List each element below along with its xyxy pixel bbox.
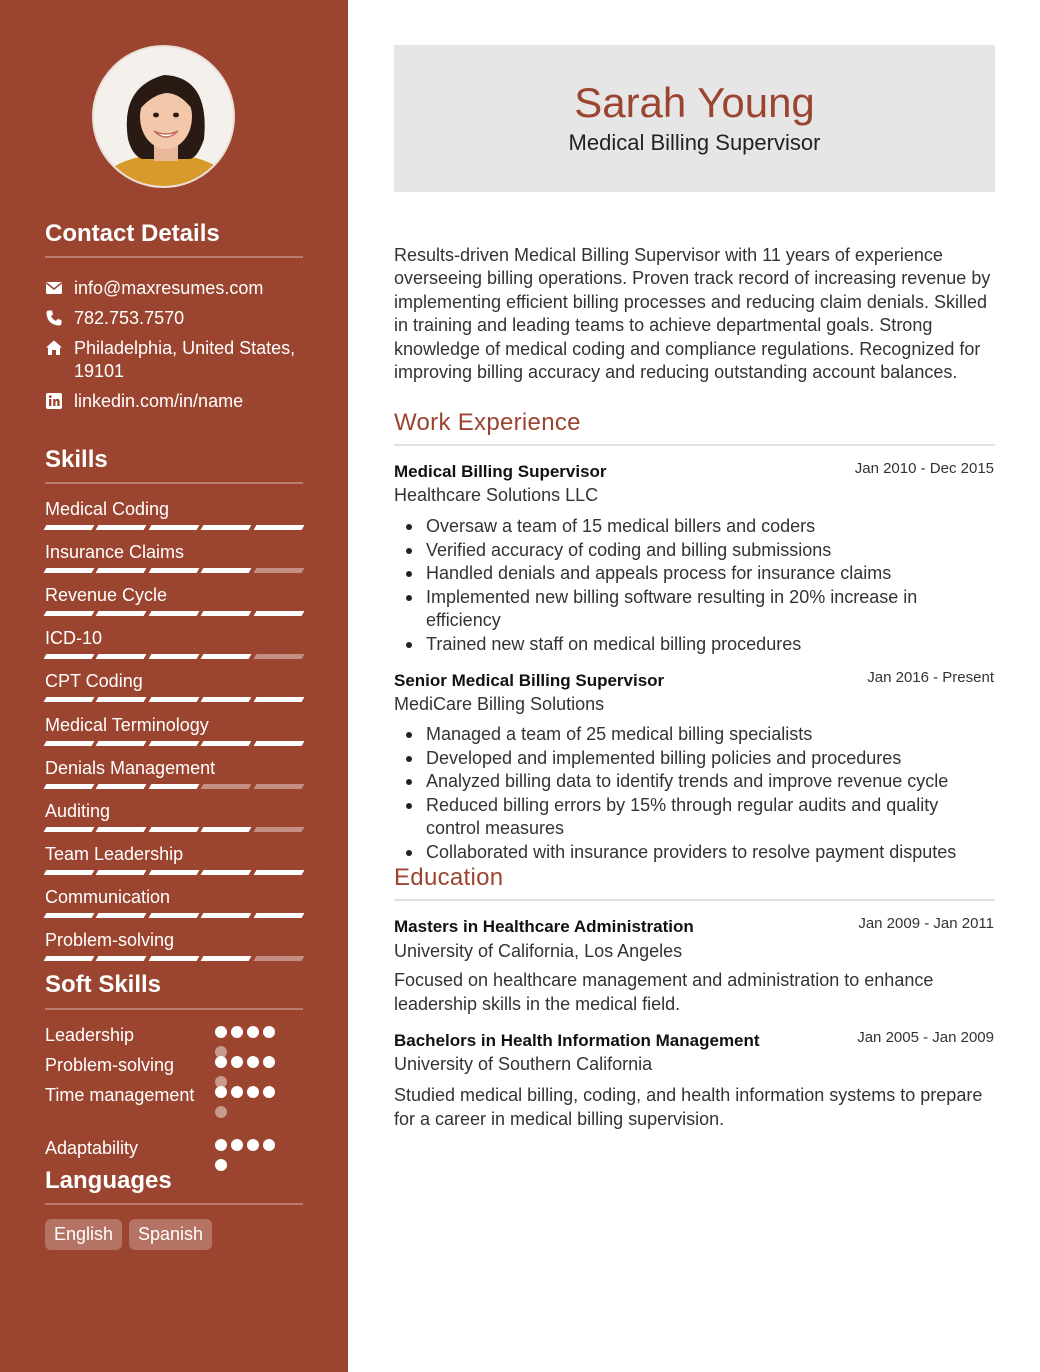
skill-level-segment <box>253 827 304 832</box>
rating-dot <box>231 1026 243 1038</box>
soft-skill-item <box>45 1137 303 1160</box>
soft-skill-name: Time management <box>45 1085 195 1105</box>
job-dates: Jan 2010 - Dec 2015 <box>854 460 994 477</box>
rating-dot <box>215 1086 227 1098</box>
soft-skills-divider <box>45 1008 303 1010</box>
contact-address-text: Philadelphia, United States, 19101 <box>74 338 296 381</box>
skill-level-segment <box>253 870 304 875</box>
degree-description: Focused on healthcare management and administration to enhance leadership skills in the medical field. <box>394 970 934 1014</box>
profile-photo <box>94 47 235 188</box>
skill-level-segment <box>201 913 252 918</box>
rating-dot <box>215 1026 227 1038</box>
skill-level-segment <box>96 697 147 702</box>
degree-dates: Jan 2009 - Jan 2011 <box>858 915 994 932</box>
skill-item <box>45 584 303 627</box>
rating-dot <box>247 1086 259 1098</box>
skills-divider <box>45 482 303 484</box>
sidebar <box>0 0 348 1372</box>
job-dates: Jan 2016 - Present <box>867 669 994 686</box>
skill-level-segment <box>44 654 95 659</box>
skill-level-segment <box>148 654 199 659</box>
envelope-icon <box>45 279 63 297</box>
avatar <box>92 45 235 188</box>
skill-level-segment <box>253 741 304 746</box>
skill-level-bar <box>45 913 303 918</box>
skill-level-segment <box>148 913 199 918</box>
skill-level-segment <box>201 568 252 573</box>
skill-level-bar <box>45 568 303 573</box>
skill-level-bar <box>45 654 303 659</box>
degree-title: Bachelors in Health Information Management <box>394 1031 760 1050</box>
skill-level-segment <box>44 870 95 875</box>
skill-level-segment <box>96 741 147 746</box>
skill-level-segment <box>96 568 147 573</box>
work-experience-heading: Work Experience <box>394 409 581 436</box>
skill-level-segment <box>201 956 252 961</box>
soft-skills-heading: Soft Skills <box>45 971 162 998</box>
skill-name: Medical Coding <box>45 499 170 519</box>
contact-linkedin[interactable] <box>45 390 305 413</box>
degree-title: Masters in Healthcare Administration <box>394 917 694 936</box>
skill-level-segment <box>44 697 95 702</box>
skill-name: Revenue Cycle <box>45 585 168 606</box>
skill-level-segment <box>253 568 304 573</box>
soft-skill-rating <box>215 1086 291 1126</box>
phone-icon <box>45 309 63 327</box>
degree-description: Studied medical billing, coding, and health information systems to prepare for a career in medical billing supervision. <box>394 1085 983 1129</box>
skill-level-segment <box>201 697 252 702</box>
job-bullet: Handled denials and appeals process for insurance claims <box>406 562 966 586</box>
job-bullet: Verified accuracy of coding and billing submissions <box>406 539 966 563</box>
skill-level-segment <box>201 827 252 832</box>
candidate-name: Sarah Young <box>574 79 815 126</box>
skills-heading: Skills <box>45 446 108 473</box>
skill-level-segment <box>253 525 304 530</box>
job-bullet: Reduced billing errors by 15% through regular audits and quality control measures <box>406 794 966 841</box>
skill-level-segment <box>201 784 252 789</box>
linkedin-icon <box>45 392 63 410</box>
skill-item <box>45 714 303 757</box>
contact-linkedin-text: linkedin.com/in/name <box>74 391 244 411</box>
rating-dot <box>231 1086 243 1098</box>
contact-address <box>45 337 305 383</box>
languages-divider <box>45 1203 303 1205</box>
soft-skill-item <box>45 1054 303 1077</box>
skill-item <box>45 757 303 800</box>
skill-name: CPT Coding <box>45 671 143 692</box>
skill-level-segment <box>96 956 147 961</box>
rating-dot <box>247 1139 259 1151</box>
skill-level-segment <box>148 827 199 832</box>
skill-name: ICD-10 <box>45 628 103 649</box>
rating-dot <box>247 1026 259 1038</box>
skill-level-bar <box>45 741 303 746</box>
contact-phone-text: 782.753.7570 <box>74 308 185 328</box>
rating-dot <box>215 1106 227 1118</box>
job-title: Senior Medical Billing Supervisor <box>394 671 665 690</box>
job-bullets <box>406 723 966 864</box>
skill-level-bar <box>45 784 303 789</box>
skill-level-segment <box>253 913 304 918</box>
skill-level-segment <box>148 525 199 530</box>
job-bullet: Oversaw a team of 15 medical billers and coders <box>406 515 966 539</box>
name-header <box>394 45 995 192</box>
skill-level-segment <box>253 611 304 616</box>
rating-dot <box>231 1056 243 1068</box>
rating-dot <box>263 1086 275 1098</box>
skill-level-segment <box>148 870 199 875</box>
contact-email[interactable] <box>45 277 305 300</box>
skill-level-segment <box>201 870 252 875</box>
soft-skill-item <box>45 1024 303 1047</box>
skill-level-bar <box>45 525 303 530</box>
skill-item <box>45 886 303 929</box>
job-bullet: Implemented new billing software resulting in 20% increase in efficiency <box>406 586 966 633</box>
rating-dot <box>263 1139 275 1151</box>
skill-level-segment <box>253 654 304 659</box>
languages-heading: Languages <box>45 1167 172 1194</box>
skill-level-bar <box>45 697 303 702</box>
skill-name: Denials Management <box>45 757 216 778</box>
job-bullet: Developed and implemented billing policies and procedures <box>406 747 966 771</box>
degree-school: University of California, Los Angeles <box>394 941 683 961</box>
soft-skill-name: Problem-solving <box>45 1055 175 1075</box>
contact-email-text: info@maxresumes.com <box>74 278 264 298</box>
skill-item <box>45 800 303 843</box>
skill-level-segment <box>44 913 95 918</box>
contact-heading: Contact Details <box>45 220 220 247</box>
skill-name: Auditing <box>45 800 111 821</box>
skill-level-bar <box>45 611 303 616</box>
skill-level-segment <box>96 784 147 789</box>
skill-level-segment <box>96 913 147 918</box>
skill-level-segment <box>44 956 95 961</box>
degree-school: University of Southern California <box>394 1054 653 1074</box>
language-tag: Spanish <box>129 1219 212 1250</box>
job-bullet: Trained new staff on medical billing procedures <box>406 633 966 657</box>
skill-item <box>45 929 303 972</box>
skill-level-segment <box>201 654 252 659</box>
skill-level-segment <box>253 697 304 702</box>
soft-skill-name: Adaptability <box>45 1138 139 1158</box>
skill-item <box>45 541 303 584</box>
rating-dot <box>263 1056 275 1068</box>
education-divider <box>394 899 995 901</box>
skill-level-segment <box>201 741 252 746</box>
soft-skill-item <box>45 1084 303 1107</box>
work-experience-divider <box>394 444 995 446</box>
candidate-title: Medical Billing Supervisor <box>568 130 821 155</box>
skill-level-segment <box>96 611 147 616</box>
rating-dot <box>215 1056 227 1068</box>
job-bullets <box>406 515 966 656</box>
job-bullet: Collaborated with insurance providers to resolve payment disputes <box>406 841 966 865</box>
skill-level-segment <box>148 697 199 702</box>
skill-item <box>45 627 303 670</box>
home-icon <box>45 339 63 357</box>
job-bullet: Managed a team of 25 medical billing specialists <box>406 723 966 747</box>
skill-level-bar <box>45 827 303 832</box>
skill-level-segment <box>201 611 252 616</box>
skill-level-segment <box>96 827 147 832</box>
skill-level-bar <box>45 870 303 875</box>
contact-phone[interactable] <box>45 307 305 330</box>
rating-dot <box>247 1056 259 1068</box>
summary: Results-driven Medical Billing Supervisor with 11 years of experience overseeing billing operations. Proven track record of increasing revenue by implementing efficient billing processes and reducing claim denials. Skilled in training and leading teams to achieve departmental goals. Strong knowledge of medical coding and compliance regulations. Recognized for improving billing accuracy and reducing outstanding account balances. <box>394 245 991 383</box>
skill-item <box>45 498 303 541</box>
job-company: Healthcare Solutions LLC <box>394 485 599 505</box>
skill-level-segment <box>253 956 304 961</box>
degree-dates: Jan 2005 - Jan 2009 <box>857 1029 994 1046</box>
soft-skill-name: Leadership <box>45 1025 135 1045</box>
skill-name: Insurance Claims <box>45 542 185 563</box>
skill-level-segment <box>44 741 95 746</box>
skill-item <box>45 843 303 886</box>
skill-item <box>45 670 303 713</box>
skill-level-segment <box>148 611 199 616</box>
rating-dot <box>263 1026 275 1038</box>
skill-name: Problem-solving <box>45 930 175 950</box>
skill-name: Medical Terminology <box>45 714 209 735</box>
skill-level-segment <box>201 525 252 530</box>
skill-level-segment <box>44 525 95 530</box>
skill-name: Team Leadership <box>45 843 184 864</box>
rating-dot <box>215 1139 227 1151</box>
skill-level-segment <box>148 784 199 789</box>
skill-level-segment <box>96 870 147 875</box>
job-title: Medical Billing Supervisor <box>394 462 607 481</box>
job-company: MediCare Billing Solutions <box>394 694 605 714</box>
skill-level-segment <box>96 525 147 530</box>
education-heading: Education <box>394 864 504 891</box>
skill-level-segment <box>44 611 95 616</box>
job-bullet: Analyzed billing data to identify trends and improve revenue cycle <box>406 770 966 794</box>
skill-level-segment <box>148 956 199 961</box>
skill-level-segment <box>96 654 147 659</box>
skill-level-segment <box>44 568 95 573</box>
skill-level-segment <box>148 741 199 746</box>
rating-dot <box>231 1139 243 1151</box>
language-tag: English <box>45 1219 122 1250</box>
skill-level-bar <box>45 956 303 961</box>
skill-level-segment <box>44 784 95 789</box>
skill-level-segment <box>253 784 304 789</box>
contact-divider <box>45 256 303 258</box>
skill-name: Communication <box>45 886 171 907</box>
skill-level-segment <box>148 568 199 573</box>
skill-level-segment <box>44 827 95 832</box>
